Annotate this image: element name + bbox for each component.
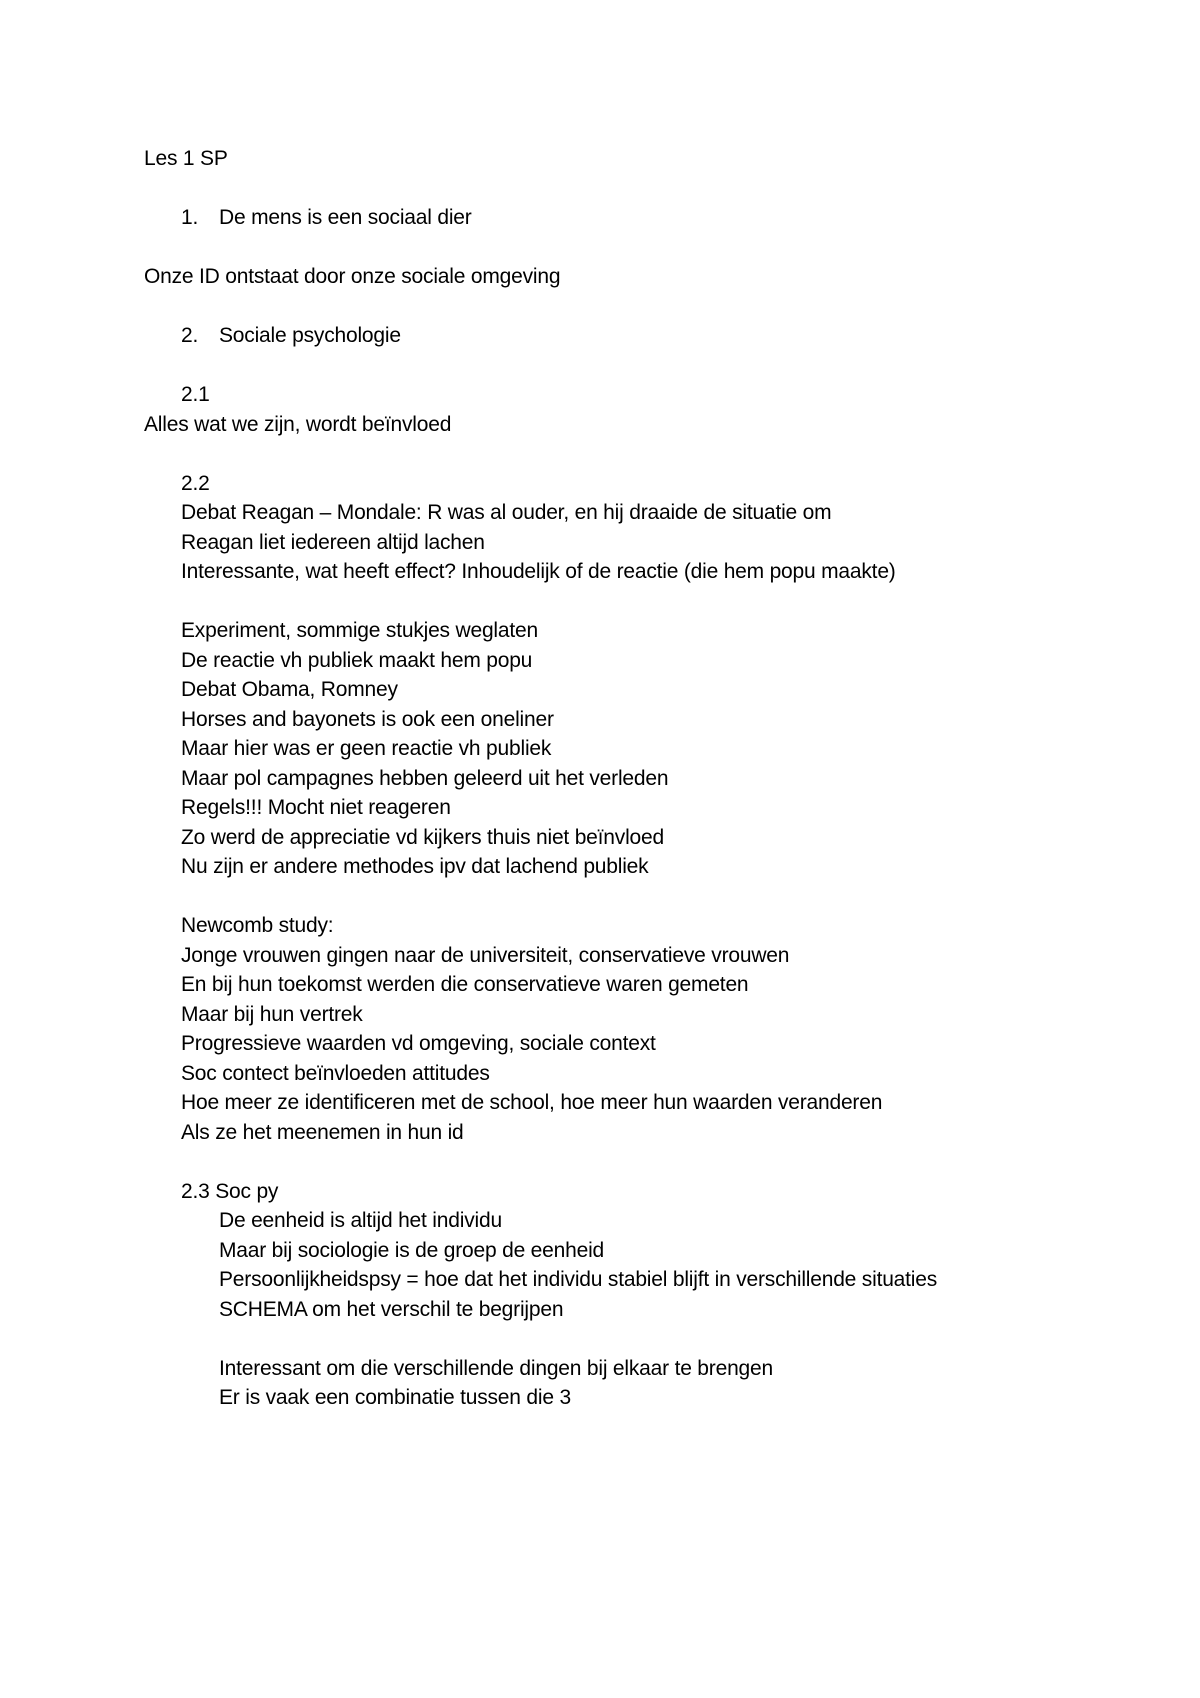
section-2-3-line: Persoonlijkheidspsy = hoe dat het individu stabiel blijft in verschillende situaties — [219, 1268, 938, 1291]
section-2-2-line: Hoe meer ze identificeren met de school, hoe meer hun waarden veranderen — [181, 1091, 883, 1114]
section-2-2-line: Debat Reagan – Mondale: R was al ouder, en hij draaide de situatie om — [181, 501, 832, 524]
section-2-3-line: Maar bij sociologie is de groep de eenheid — [219, 1239, 605, 1262]
section-2-2-line: Zo werd de appreciatie vd kijkers thuis niet beïnvloed — [181, 826, 664, 849]
section-2-3-label: 2.3 Soc py — [181, 1180, 279, 1203]
section-2-2-line: Als ze het meenemen in hun id — [181, 1121, 464, 1144]
section-1-heading-text: De mens is een sociaal dier — [219, 206, 472, 229]
section-2-2-line: Regels!!! Mocht niet reageren — [181, 796, 451, 819]
section-2-2-line: Maar bij hun vertrek — [181, 1003, 363, 1026]
section-1-text: Onze ID ontstaat door onze sociale omgeving — [144, 265, 561, 288]
section-2-number: 2. — [181, 324, 199, 347]
section-1-heading — [181, 204, 472, 232]
section-2-2-line: Newcomb study: — [181, 914, 334, 937]
section-2-2-line: Horses and bayonets is ook een oneliner — [181, 708, 554, 731]
section-2-3-line: De eenheid is altijd het individu — [219, 1209, 502, 1232]
section-2-3-line: Er is vaak een combinatie tussen die 3 — [219, 1386, 571, 1409]
section-2-2-line: Soc contect beïnvloeden attitudes — [181, 1062, 490, 1085]
section-2-2-line: Maar hier was er geen reactie vh publiek — [181, 737, 552, 760]
section-2-heading — [181, 322, 401, 350]
section-2-2-line: De reactie vh publiek maakt hem popu — [181, 649, 533, 672]
section-2-3-line: SCHEMA om het verschil te begrijpen — [219, 1298, 564, 1321]
section-2-2-line: Reagan liet iedereen altijd lachen — [181, 531, 485, 554]
section-2-2-line: Experiment, sommige stukjes weglaten — [181, 619, 538, 642]
section-2-2-line: Maar pol campagnes hebben geleerd uit het verleden — [181, 767, 669, 790]
section-2-2-line: Nu zijn er andere methodes ipv dat lachend publiek — [181, 855, 649, 878]
document-title: Les 1 SP — [144, 147, 228, 170]
section-2-2-line: Progressieve waarden vd omgeving, sociale context — [181, 1032, 656, 1055]
section-2-3-line: Interessant om die verschillende dingen bij elkaar te brengen — [219, 1357, 773, 1380]
section-2-2-line: Jonge vrouwen gingen naar de universiteit, conservatieve vrouwen — [181, 944, 790, 967]
section-2-heading-text: Sociale psychologie — [219, 324, 401, 347]
section-2-1-label: 2.1 — [181, 383, 210, 406]
section-2-2-line: Interessante, wat heeft effect? Inhoudelijk of de reactie (die hem popu maakte) — [181, 560, 896, 583]
section-2-2-line: Debat Obama, Romney — [181, 678, 398, 701]
section-2-1-text: Alles wat we zijn, wordt beïnvloed — [144, 413, 452, 436]
section-2-2-label: 2.2 — [181, 472, 210, 495]
section-2-2-line: En bij hun toekomst werden die conservatieve waren gemeten — [181, 973, 749, 996]
section-1-number: 1. — [181, 206, 199, 229]
